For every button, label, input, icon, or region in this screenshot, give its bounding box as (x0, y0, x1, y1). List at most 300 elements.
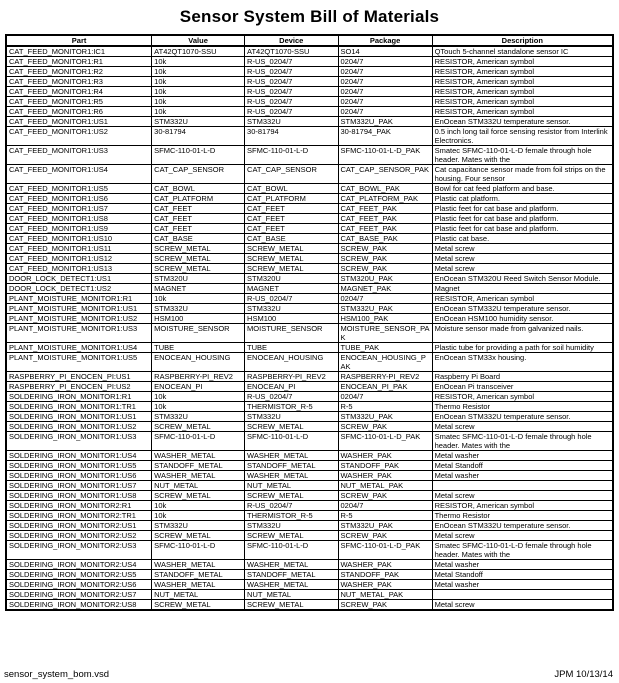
footer-author-date: JPM 10/13/14 (554, 669, 613, 680)
cell-package: 0204/7 (338, 107, 432, 117)
cell-package: 30-81794_PAK (338, 127, 432, 146)
cell-device: STM332U (245, 521, 338, 531)
footer-filename: sensor_system_bom.vsd (4, 669, 110, 680)
cell-part: PLANT_MOISTURE_MONITOR1:US3 (6, 324, 152, 343)
cell-part: SOLDERING_IRON_MONITOR1:R1 (6, 392, 152, 402)
cell-description: EnOcean Pi transceiver (432, 382, 613, 392)
cell-package: 0204/7 (338, 392, 432, 402)
cell-device: R-US_0204/7 (245, 87, 338, 97)
cell-part: CAT_FEED_MONITOR1:US6 (6, 194, 152, 204)
cell-package: SFMC-110-01-L-D_PAK (338, 146, 432, 165)
cell-package: 0204/7 (338, 77, 432, 87)
cell-package: CAT_BASE_PAK (338, 234, 432, 244)
cell-device: MOISTURE_SENSOR (245, 324, 338, 343)
column-header-part: Part (6, 35, 152, 46)
cell-package: STANDOFF_PAK (338, 461, 432, 471)
table-row (6, 57, 613, 67)
cell-part: CAT_FEED_MONITOR1:R1 (6, 57, 152, 67)
table-row (6, 304, 613, 314)
table-row (6, 314, 613, 324)
table-row (6, 491, 613, 501)
table-row (6, 432, 613, 451)
page-title: Sensor System Bill of Materials (179, 7, 440, 26)
cell-device: SCREW_METAL (245, 422, 338, 432)
cell-value: SFMC-110-01-L-D (152, 146, 245, 165)
cell-part: SOLDERING_IRON_MONITOR2:US4 (6, 560, 152, 570)
cell-device: CAT_BOWL (245, 184, 338, 194)
cell-device: R-US_0204/7 (245, 294, 338, 304)
cell-package: R-5 (338, 402, 432, 412)
cell-value: HSM100 (152, 314, 245, 324)
cell-value: CAT_FEET (152, 214, 245, 224)
cell-description (432, 590, 613, 600)
table-row (6, 531, 613, 541)
column-header-device: Device (245, 35, 338, 46)
cell-value: STM332U (152, 304, 245, 314)
table-row (6, 204, 613, 214)
cell-description: EnOcean STM320U Reed Switch Sensor Module. (432, 274, 613, 284)
cell-value: 10k (152, 402, 245, 412)
cell-part: DOOR_LOCK_DETECT1:US1 (6, 274, 152, 284)
cell-package: SCREW_PAK (338, 422, 432, 432)
cell-value: WASHER_METAL (152, 471, 245, 481)
cell-value: 10k (152, 392, 245, 402)
table-row (6, 570, 613, 580)
cell-value: AT42QT1070-SSU (152, 46, 245, 57)
cell-device: THERMISTOR_R-5 (245, 402, 338, 412)
cell-description: Metal screw (432, 264, 613, 274)
cell-device: CAT_FEET (245, 224, 338, 234)
cell-device: SCREW_METAL (245, 254, 338, 264)
column-header-package: Package (338, 35, 432, 46)
cell-part: CAT_FEED_MONITOR1:IC1 (6, 46, 152, 57)
cell-value: ENOCEAN_PI (152, 382, 245, 392)
cell-package: RASPBERRY-PI_REV2 (338, 372, 432, 382)
cell-package: STM332U_PAK (338, 304, 432, 314)
cell-description: RESISTOR, American symbol (432, 77, 613, 87)
cell-package: CAT_CAP_SENSOR_PAK (338, 165, 432, 184)
cell-description: Smatec SFMC-110-01-L-D female through hole header. Mates with the (432, 541, 613, 560)
cell-part: SOLDERING_IRON_MONITOR1:US6 (6, 471, 152, 481)
table-row (6, 451, 613, 461)
table-row (6, 127, 613, 146)
cell-description: Metal screw (432, 600, 613, 611)
cell-description: EnOcean STM332U temperature sensor. (432, 412, 613, 422)
cell-part: CAT_FEED_MONITOR1:US10 (6, 234, 152, 244)
cell-package: 0204/7 (338, 87, 432, 97)
cell-package: CAT_PLATFORM_PAK (338, 194, 432, 204)
cell-description: Metal washer (432, 451, 613, 461)
cell-value: MOISTURE_SENSOR (152, 324, 245, 343)
cell-part: CAT_FEED_MONITOR1:US8 (6, 214, 152, 224)
table-row (6, 224, 613, 234)
cell-value: CAT_PLATFORM (152, 194, 245, 204)
cell-package: CAT_BOWL_PAK (338, 184, 432, 194)
cell-device: CAT_FEET (245, 214, 338, 224)
table-row (6, 382, 613, 392)
cell-device: SFMC-110-01-L-D (245, 432, 338, 451)
cell-part: CAT_FEED_MONITOR1:US4 (6, 165, 152, 184)
cell-description: RESISTOR, American symbol (432, 107, 613, 117)
cell-value: 30-81794 (152, 127, 245, 146)
cell-value: 10k (152, 57, 245, 67)
cell-part: SOLDERING_IRON_MONITOR2:US5 (6, 570, 152, 580)
cell-device: MAGNET (245, 284, 338, 294)
cell-value: STM332U (152, 521, 245, 531)
cell-part: SOLDERING_IRON_MONITOR2:R1 (6, 501, 152, 511)
cell-description: RESISTOR, American symbol (432, 97, 613, 107)
cell-package: WASHER_PAK (338, 471, 432, 481)
cell-value: WASHER_METAL (152, 560, 245, 570)
cell-description: EnOcean STM33x housing. (432, 353, 613, 372)
cell-description: Metal screw (432, 254, 613, 264)
cell-device: STM320U (245, 274, 338, 284)
cell-value: MAGNET (152, 284, 245, 294)
cell-description: RESISTOR, American symbol (432, 392, 613, 402)
cell-part: PLANT_MOISTURE_MONITOR1:US4 (6, 343, 152, 353)
cell-part: PLANT_MOISTURE_MONITOR1:US1 (6, 304, 152, 314)
cell-device: R-US_0204/7 (245, 67, 338, 77)
cell-device: STM332U (245, 412, 338, 422)
cell-part: CAT_FEED_MONITOR1:R2 (6, 67, 152, 77)
cell-value: 10k (152, 77, 245, 87)
cell-description: Metal washer (432, 580, 613, 590)
table-row (6, 600, 613, 611)
cell-value: NUT_METAL (152, 590, 245, 600)
cell-value: 10k (152, 511, 245, 521)
table-row (6, 87, 613, 97)
bom-table-header (6, 35, 613, 46)
table-row (6, 501, 613, 511)
cell-package: 0204/7 (338, 501, 432, 511)
cell-value: SCREW_METAL (152, 254, 245, 264)
cell-part: CAT_FEED_MONITOR1:US5 (6, 184, 152, 194)
table-row (6, 77, 613, 87)
cell-package: SCREW_PAK (338, 264, 432, 274)
cell-description: QTouch 5-channel standalone sensor IC (432, 46, 613, 57)
cell-device: SCREW_METAL (245, 491, 338, 501)
cell-description: Metal screw (432, 422, 613, 432)
cell-package: ENOCEAN_PI_PAK (338, 382, 432, 392)
cell-description: Metal washer (432, 471, 613, 481)
cell-part: SOLDERING_IRON_MONITOR2:US7 (6, 590, 152, 600)
cell-part: RASPBERRY_PI_ENOCEN_PI:US1 (6, 372, 152, 382)
table-row (6, 97, 613, 107)
table-row (6, 146, 613, 165)
table-row (6, 324, 613, 343)
cell-package: SFMC-110-01-L-D_PAK (338, 432, 432, 451)
cell-description: EnOcean HSM100 humidity sensor. (432, 314, 613, 324)
cell-description: Plastic feet for cat base and platform. (432, 204, 613, 214)
table-row (6, 234, 613, 244)
cell-description: Smatec SFMC-110-01-L-D female through hole header. Mates with the (432, 432, 613, 451)
table-row (6, 244, 613, 254)
table-row (6, 284, 613, 294)
cell-part: CAT_FEED_MONITOR1:R3 (6, 77, 152, 87)
cell-description: Plastic cat base. (432, 234, 613, 244)
cell-device: WASHER_METAL (245, 580, 338, 590)
cell-part: CAT_FEED_MONITOR1:US3 (6, 146, 152, 165)
cell-device: NUT_METAL (245, 481, 338, 491)
cell-device: WASHER_METAL (245, 451, 338, 461)
cell-device: SCREW_METAL (245, 264, 338, 274)
cell-value: SCREW_METAL (152, 422, 245, 432)
table-row (6, 580, 613, 590)
cell-part: SOLDERING_IRON_MONITOR1:US3 (6, 432, 152, 451)
cell-package: STM332U_PAK (338, 117, 432, 127)
table-row (6, 184, 613, 194)
cell-package: SCREW_PAK (338, 531, 432, 541)
table-row (6, 214, 613, 224)
table-row (6, 353, 613, 372)
cell-package: CAT_FEET_PAK (338, 214, 432, 224)
cell-value: STM332U (152, 117, 245, 127)
cell-value: 10k (152, 501, 245, 511)
bom-table-body (6, 46, 613, 610)
cell-package: SCREW_PAK (338, 491, 432, 501)
cell-device: R-US_0204/7 (245, 107, 338, 117)
cell-device: R-US_0204/7 (245, 57, 338, 67)
bom-table (5, 34, 614, 611)
cell-description: Metal screw (432, 491, 613, 501)
cell-value: SCREW_METAL (152, 264, 245, 274)
cell-device: CAT_FEET (245, 204, 338, 214)
cell-device: SCREW_METAL (245, 531, 338, 541)
cell-package: 0204/7 (338, 57, 432, 67)
cell-value: CAT_BOWL (152, 184, 245, 194)
cell-part: CAT_FEED_MONITOR1:R6 (6, 107, 152, 117)
cell-description: RESISTOR, American symbol (432, 294, 613, 304)
cell-package: SCREW_PAK (338, 244, 432, 254)
cell-device: TUBE (245, 343, 338, 353)
cell-value: NUT_METAL (152, 481, 245, 491)
table-row (6, 107, 613, 117)
cell-device: STM332U (245, 117, 338, 127)
table-row (6, 264, 613, 274)
cell-part: SOLDERING_IRON_MONITOR1:US2 (6, 422, 152, 432)
cell-part: SOLDERING_IRON_MONITOR1:TR1 (6, 402, 152, 412)
cell-package: STM332U_PAK (338, 412, 432, 422)
cell-description: Plastic feet for cat base and platform. (432, 224, 613, 234)
column-header-value: Value (152, 35, 245, 46)
cell-description: Plastic feet for cat base and platform. (432, 214, 613, 224)
cell-description: EnOcean STM332U temperature sensor. (432, 117, 613, 127)
cell-value: 10k (152, 67, 245, 77)
cell-device: RASPBERRY-PI_REV2 (245, 372, 338, 382)
cell-package: NUT_METAL_PAK (338, 481, 432, 491)
cell-package: WASHER_PAK (338, 580, 432, 590)
cell-value: SCREW_METAL (152, 491, 245, 501)
cell-part: CAT_FEED_MONITOR1:R5 (6, 97, 152, 107)
cell-value: STANDOFF_METAL (152, 570, 245, 580)
table-row (6, 412, 613, 422)
cell-value: SFMC-110-01-L-D (152, 541, 245, 560)
table-row (6, 560, 613, 570)
cell-value: CAT_FEET (152, 224, 245, 234)
cell-part: CAT_FEED_MONITOR1:US11 (6, 244, 152, 254)
cell-description: Moisture sensor made from galvanized nails. (432, 324, 613, 343)
cell-description: Magnet (432, 284, 613, 294)
cell-value: STM320U (152, 274, 245, 284)
cell-description: RESISTOR, American symbol (432, 87, 613, 97)
cell-device: THERMISTOR_R-5 (245, 511, 338, 521)
table-row (6, 165, 613, 184)
cell-device: WASHER_METAL (245, 560, 338, 570)
cell-value: CAT_FEET (152, 204, 245, 214)
table-row (6, 481, 613, 491)
table-row (6, 471, 613, 481)
cell-description: Plastic cat platform. (432, 194, 613, 204)
cell-device: SCREW_METAL (245, 600, 338, 611)
cell-package: STM320U_PAK (338, 274, 432, 284)
cell-package: SFMC-110-01-L-D_PAK (338, 541, 432, 560)
cell-package: CAT_FEET_PAK (338, 224, 432, 234)
cell-description: Plastic tube for providing a path for soil humidity (432, 343, 613, 353)
cell-device: HSM100 (245, 314, 338, 324)
cell-package: MAGNET_PAK (338, 284, 432, 294)
cell-description: Metal Standoff (432, 461, 613, 471)
cell-device: R-US_0204/7 (245, 77, 338, 87)
cell-package: STM332U_PAK (338, 521, 432, 531)
cell-package: NUT_METAL_PAK (338, 590, 432, 600)
cell-part: SOLDERING_IRON_MONITOR1:US4 (6, 451, 152, 461)
cell-value: ENOCEAN_HOUSING (152, 353, 245, 372)
table-row (6, 541, 613, 560)
cell-device: SFMC-110-01-L-D (245, 146, 338, 165)
cell-description: EnOcean STM332U temperature sensor. (432, 521, 613, 531)
cell-package: CAT_FEET_PAK (338, 204, 432, 214)
cell-package: WASHER_PAK (338, 451, 432, 461)
cell-part: SOLDERING_IRON_MONITOR2:US1 (6, 521, 152, 531)
cell-part: CAT_FEED_MONITOR1:R4 (6, 87, 152, 97)
cell-value: WASHER_METAL (152, 580, 245, 590)
cell-description: Raspberry Pi Board (432, 372, 613, 382)
cell-package: 0204/7 (338, 67, 432, 77)
table-row (6, 521, 613, 531)
cell-description: 0.5 inch long tail force sensing resistor from Interlink Electronics. (432, 127, 613, 146)
cell-part: SOLDERING_IRON_MONITOR1:US1 (6, 412, 152, 422)
cell-package: SCREW_PAK (338, 254, 432, 264)
table-row (6, 194, 613, 204)
cell-device: CAT_BASE (245, 234, 338, 244)
cell-value: STM332U (152, 412, 245, 422)
cell-package: 0204/7 (338, 97, 432, 107)
cell-description (432, 481, 613, 491)
table-row (6, 46, 613, 57)
cell-device: R-US_0204/7 (245, 501, 338, 511)
cell-device: STANDOFF_METAL (245, 570, 338, 580)
cell-description: RESISTOR, American symbol (432, 67, 613, 77)
cell-device: STANDOFF_METAL (245, 461, 338, 471)
cell-package: HSM100_PAK (338, 314, 432, 324)
cell-value: CAT_BASE (152, 234, 245, 244)
cell-value: SCREW_METAL (152, 600, 245, 611)
cell-value: WASHER_METAL (152, 451, 245, 461)
cell-description: Metal Standoff (432, 570, 613, 580)
table-row (6, 511, 613, 521)
cell-package: MOISTURE_SENSOR_PAK (338, 324, 432, 343)
table-row (6, 274, 613, 284)
cell-device: STM332U (245, 304, 338, 314)
cell-package: STANDOFF_PAK (338, 570, 432, 580)
cell-part: DOOR_LOCK_DETECT1:US2 (6, 284, 152, 294)
table-row (6, 590, 613, 600)
cell-description: Thermo Resistor (432, 402, 613, 412)
cell-part: RASPBERRY_PI_ENOCEN_PI:US2 (6, 382, 152, 392)
cell-package: SCREW_PAK (338, 600, 432, 611)
table-row (6, 294, 613, 304)
cell-part: SOLDERING_IRON_MONITOR2:TR1 (6, 511, 152, 521)
cell-value: TUBE (152, 343, 245, 353)
cell-part: SOLDERING_IRON_MONITOR2:US8 (6, 600, 152, 611)
cell-device: ENOCEAN_HOUSING (245, 353, 338, 372)
cell-description: Thermo Resistor (432, 511, 613, 521)
cell-value: 10k (152, 97, 245, 107)
cell-part: SOLDERING_IRON_MONITOR2:US6 (6, 580, 152, 590)
cell-package: SO14 (338, 46, 432, 57)
cell-device: WASHER_METAL (245, 471, 338, 481)
cell-description: Metal screw (432, 531, 613, 541)
header-row (6, 35, 613, 46)
cell-part: CAT_FEED_MONITOR1:US9 (6, 224, 152, 234)
cell-device: AT42QT1070-SSU (245, 46, 338, 57)
cell-package: ENOCEAN_HOUSING_PAK (338, 353, 432, 372)
cell-part: SOLDERING_IRON_MONITOR2:US3 (6, 541, 152, 560)
cell-value: RASPBERRY-PI_REV2 (152, 372, 245, 382)
cell-part: SOLDERING_IRON_MONITOR2:US2 (6, 531, 152, 541)
cell-device: SCREW_METAL (245, 244, 338, 254)
cell-description: Cat capacitance sensor made from foil strips on the housing. Four sensor (432, 165, 613, 184)
cell-description: RESISTOR, American symbol (432, 501, 613, 511)
table-row (6, 67, 613, 77)
cell-description: EnOcean STM332U temperature sensor. (432, 304, 613, 314)
table-row (6, 343, 613, 353)
cell-device: R-US_0204/7 (245, 97, 338, 107)
cell-value: 10k (152, 107, 245, 117)
cell-description: Smatec SFMC-110-01-L-D female through hole header. Mates with the (432, 146, 613, 165)
cell-part: CAT_FEED_MONITOR1:US12 (6, 254, 152, 264)
cell-part: CAT_FEED_MONITOR1:US1 (6, 117, 152, 127)
cell-value: CAT_CAP_SENSOR (152, 165, 245, 184)
cell-value: SCREW_METAL (152, 244, 245, 254)
cell-part: SOLDERING_IRON_MONITOR1:US5 (6, 461, 152, 471)
table-row (6, 461, 613, 471)
cell-package: 0204/7 (338, 294, 432, 304)
cell-part: SOLDERING_IRON_MONITOR1:US7 (6, 481, 152, 491)
table-row (6, 117, 613, 127)
table-row (6, 372, 613, 382)
cell-device: CAT_CAP_SENSOR (245, 165, 338, 184)
cell-value: SCREW_METAL (152, 531, 245, 541)
cell-device: R-US_0204/7 (245, 392, 338, 402)
cell-description: Bowl for cat feed platform and base. (432, 184, 613, 194)
cell-value: STANDOFF_METAL (152, 461, 245, 471)
cell-part: CAT_FEED_MONITOR1:US7 (6, 204, 152, 214)
cell-package: R-5 (338, 511, 432, 521)
cell-part: PLANT_MOISTURE_MONITOR1:US2 (6, 314, 152, 324)
cell-value: 10k (152, 87, 245, 97)
cell-part: CAT_FEED_MONITOR1:US2 (6, 127, 152, 146)
table-row (6, 402, 613, 412)
cell-device: CAT_PLATFORM (245, 194, 338, 204)
table-row (6, 392, 613, 402)
cell-package: WASHER_PAK (338, 560, 432, 570)
cell-value: 10k (152, 294, 245, 304)
cell-package: TUBE_PAK (338, 343, 432, 353)
cell-description: Metal washer (432, 560, 613, 570)
cell-description: RESISTOR, American symbol (432, 57, 613, 67)
table-row (6, 254, 613, 264)
